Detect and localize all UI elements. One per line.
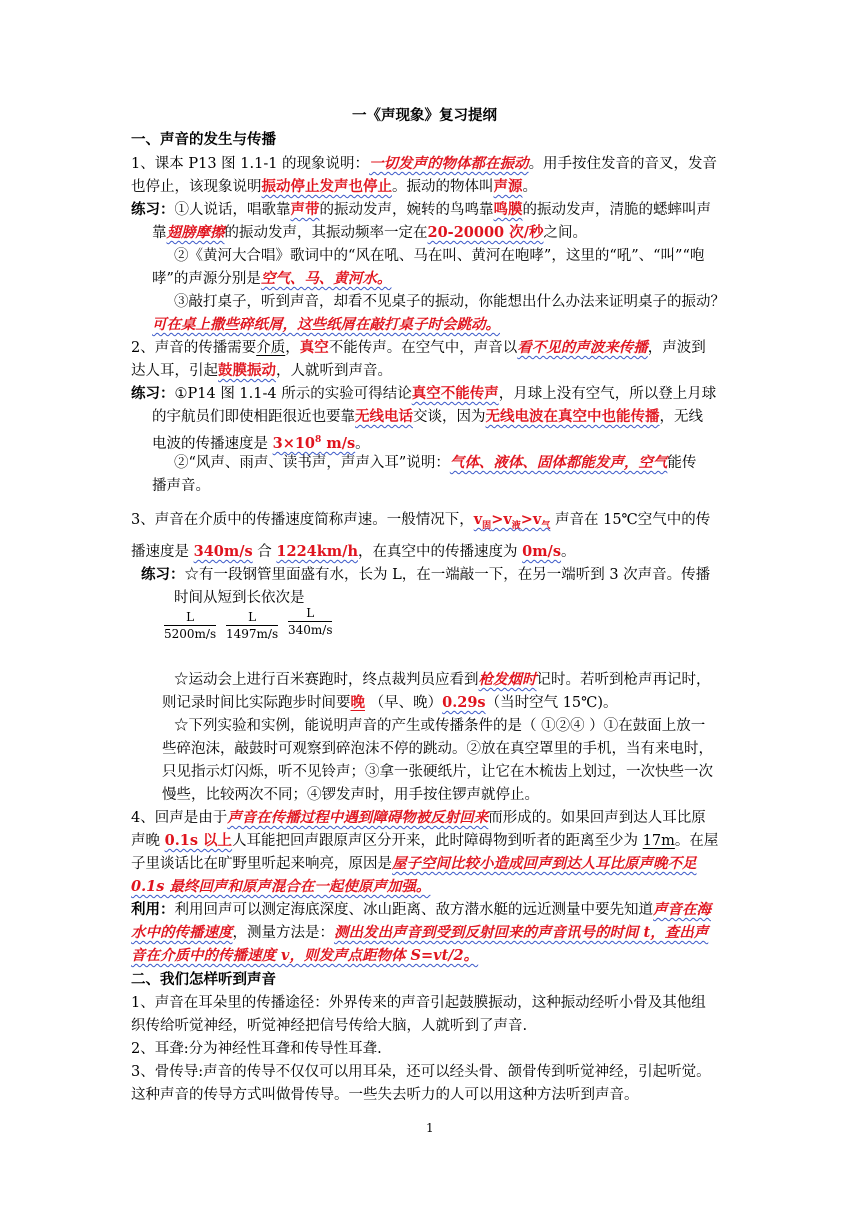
- exercise-3-line-7: 只见指示灯闪烁，听不见铃声；③拿一张硬纸片，让它在木梳齿上划过，一次快些一次: [162, 764, 713, 780]
- exercise-3-line-4: 则记录时间比实际跑步时间要晚 （早、晚）0.29s（当时空气 15℃)。: [162, 694, 618, 711]
- answer: 翅膀摩擦: [166, 224, 225, 241]
- section-2-paragraph-3b: 这种声音的传导方式叫做骨传导。一些失去听力的人可以用这种方法听到声音。: [131, 1087, 639, 1103]
- exercise-1-line-5: ③敲打桌子，听到声音，却看不见桌子的振动，你能想出什么办法来证明桌子的振动？: [174, 294, 725, 310]
- answer: 无线电话: [355, 408, 413, 425]
- answer: 水中的传播速度: [131, 924, 233, 941]
- answer: 枪发烟时: [478, 671, 537, 688]
- answer: 声音在海: [653, 901, 711, 918]
- exercise-1-answer: 可在桌上撒些碎纸屑，这些纸屑在敲打桌子时会跳动。: [152, 316, 500, 333]
- answer: 晚: [350, 694, 365, 711]
- paragraph-2-line-2: 达人耳，引起鼓膜振动，人就听到声音。: [131, 362, 392, 379]
- answer: 一切发声的物体都在振动: [369, 155, 529, 172]
- answer: $v_固>v_液>v_气$: [473, 511, 551, 531]
- exercise-3-line-3: ☆运动会上进行百米赛跑时，终点裁判员应看到枪发烟时记时。若听到枪声再记时，: [174, 671, 711, 688]
- answer: 声音在传播过程中遇到障碍物被反射回来: [227, 809, 489, 826]
- answer: 看不见的声波来传播: [517, 339, 648, 356]
- paragraph-1-line-1: 1、课本 P13 图 1.1-1 的现象说明：一切发声的物体都在振动。用手按住发音的音叉，发音: [131, 155, 718, 172]
- exercise-1-line-1: 练习：①人说话，唱歌靠声带的振动发声，婉转的鸟鸣靠鸣膜的振动发声，清脆的蟋蟀叫声: [131, 201, 711, 218]
- answer: 0.1s 以上: [164, 832, 233, 849]
- exercise-1-line-2: 靠翅膀摩擦的振动发声，其振动频率一定在20-20000 次/秒之间。: [152, 224, 587, 241]
- section-2-paragraph-1a: 1、声音在耳朵里的传播途径：外界传来的声音引起鼓膜振动，这种振动经听小骨及其他组: [131, 995, 706, 1011]
- usage-line-3: 音在介质中的传播速度 v，则发声点距物体 S=vt/2。: [131, 947, 479, 964]
- document-title: 一《声现象》复习提纲: [352, 107, 497, 124]
- exercise-2-line-2: 的宇航员们即使相距很近也要靠无线电话交谈，因为无线电波在真空中也能传播，无线: [152, 408, 703, 425]
- paragraph-2-line-1: 2、声音的传播需要介质，真空不能传声。在空气中，声音以看不见的声波来传播，声波到: [131, 339, 706, 356]
- answer: 20-20000 次/秒: [427, 224, 544, 241]
- exercise-1-line-4: 哮”的声源分别是空气、马、黄河水。: [152, 270, 392, 287]
- exercise-2-line-3: 电波的传播速度是 $3\times 10^8$ m/s。: [152, 434, 370, 452]
- fraction-steel: $\frac{L}{5200m/s}$: [164, 610, 217, 641]
- paragraph-3-line-1: 3、声音在介质中的传播速度简称声速。一般情况下，$v_固>v_液>v_气$ 声音在 15℃空气中的传: [131, 511, 711, 531]
- section-2-paragraph-1b: 织传给听觉神经，听觉神经把信号传给大脑，人就听到了声音.: [131, 1018, 528, 1034]
- exercise-2-line-4: ②“风声、雨声、读书声，声声入耳”说明：气体、液体、固体都能发声，空气能传: [174, 454, 697, 471]
- exercise-3-line-6: 些碎泡沫，敲鼓时可观察到碎泡沫不停的跳动。②放在真空罩里的手机，当有来电时，: [162, 741, 713, 757]
- paragraph-4-line-3: 子里谈话比在旷野里听起来响亮，原因是屋子空间比较小造成回声到达人耳比原声晚不足: [131, 855, 697, 872]
- exercise-3-line-1: 练习：☆有一段钢管里面盛有水，长为 L，在一端敲一下，在另一端听到 3 次声音。传播: [141, 566, 711, 583]
- answer: 鼓膜振动: [218, 362, 276, 379]
- section-2-paragraph-2: 2、耳聋:分为神经性耳聋和传导性耳聋.: [131, 1041, 382, 1057]
- exercise-3-line-2: 时间从短到长依次是: [174, 590, 305, 606]
- exercise-3-line-8: 慢些，比较两次不同；④锣发声时，用手按住锣声就停止。: [162, 787, 539, 803]
- exercise-2-line-5: 播声音。: [152, 478, 210, 494]
- answer: 真空不能传声: [411, 385, 499, 402]
- answer: 无线电波在真空中也能传播: [485, 408, 660, 425]
- paragraph-3-line-2: 播速度是 340m/s 合 1224km/h，在真空中的传播速度为 0m/s。: [131, 543, 576, 560]
- answer: 1224km/h: [276, 543, 358, 560]
- exercise-1-line-3: ②《黄河大合唱》歌词中的“风在吼、马在叫、黄河在咆哮”，这里的“吼”、“叫”“咆: [174, 248, 705, 264]
- answer: 振动停止发声也停止: [261, 178, 392, 195]
- paragraph-4-line-1: 4、回声是由于声音在传播过程中遇到障碍物被反射回来而形成的。如果回声到达人耳比原: [131, 809, 706, 826]
- answer: 鸣膜: [493, 201, 523, 218]
- answer: 真空: [299, 339, 329, 356]
- usage-line-2: 水中的传播速度，测量方法是：测出发出声音到受到反射回来的声音讯号的时间 t，查出声: [131, 924, 709, 941]
- answer: 空气、马、黄河水。: [260, 270, 392, 287]
- section-1-heading: 一、声音的发生与传播: [131, 131, 276, 148]
- paragraph-4-line-2: 声晚 0.1s 以上人耳能把回声跟原声区分开来，此时障碍物到听者的距离至少为 17m。在屋: [131, 832, 719, 849]
- section-2-paragraph-3a: 3、骨传导:声音的传导不仅仅可以用耳朵，还可以经头骨、颌骨传到听觉神经，引起听觉。: [131, 1064, 711, 1080]
- answer: 340m/s: [193, 543, 253, 560]
- answer: 声带: [290, 201, 320, 218]
- answer: 气体、液体、固体都能发声，空气: [449, 454, 668, 471]
- section-2-heading: 二、我们怎样听到声音: [131, 971, 276, 988]
- answer: $3\times 10^8$ m/s: [272, 434, 356, 452]
- paragraph-1-line-2: 也停止，该现象说明振动停止发声也停止。振动的物体叫声源。: [131, 178, 537, 195]
- fraction-air: $\frac{L}{340m/s}$: [288, 606, 333, 637]
- answer: 测出发出声音到受到反射回来的声音讯号的时间 t，查出声: [334, 924, 709, 941]
- paragraph-4-line-4: 0.1s 最终回声和原声混合在一起使原声加强。: [131, 878, 431, 895]
- answer: 屋子空间比较小造成回声到达人耳比原声晚不足: [392, 855, 697, 872]
- exercise-2-line-1: 练习：①P14 图 1.1-4 所示的实验可得结论真空不能传声，月球上没有空气，所以登上月球: [131, 385, 717, 402]
- page-number: 1: [426, 1121, 434, 1135]
- answer: 0.29s: [442, 694, 486, 711]
- exercise-3-line-5: ☆下列实验和实例，能说明声音的产生或传播条件的是（ ①②④ ）①在鼓面上放一: [174, 718, 706, 734]
- fraction-water: $\frac{L}{1497m/s}$: [226, 610, 279, 641]
- answer: 0m/s: [522, 543, 562, 560]
- answer: 声源: [493, 178, 523, 195]
- usage-line-1: 利用：利用回声可以测定海底深度、冰山距离、敌方潜水艇的远近测量中要先知道声音在海: [131, 901, 711, 918]
